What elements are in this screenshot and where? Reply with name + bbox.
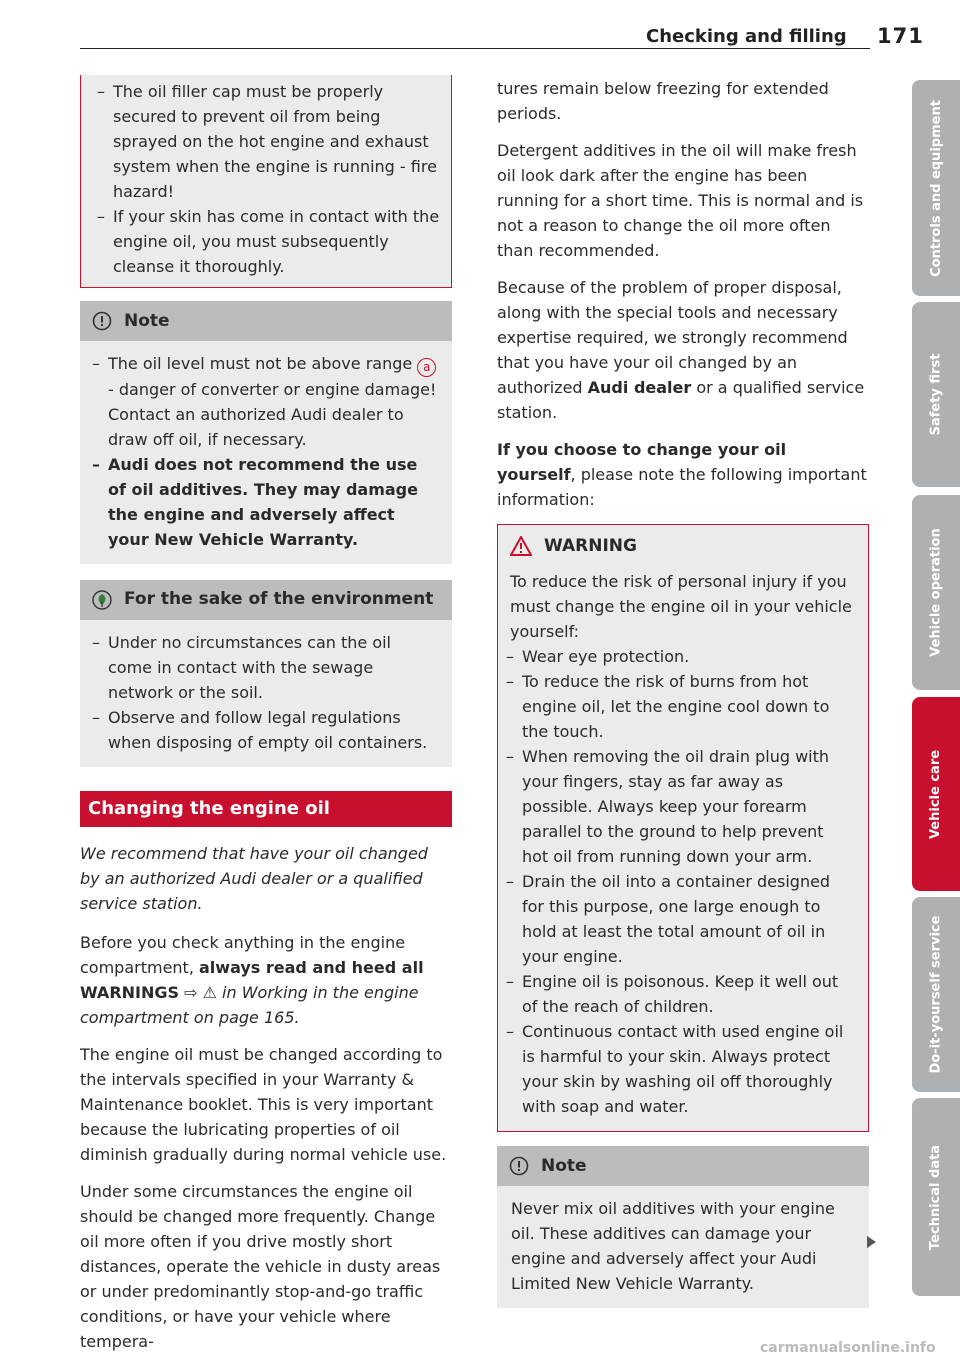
environment-leaf-icon bbox=[92, 590, 112, 610]
right-column bbox=[497, 76, 869, 1308]
text: , please note the following important information: bbox=[497, 465, 867, 509]
environment-title: For the sake of the environment bbox=[124, 589, 434, 609]
paragraph bbox=[497, 275, 869, 425]
warning-item: – Continuous contact with used engine oil is harmful to your skin. Always protect your skin by washing oil off thoroughly with soap and water. bbox=[498, 1019, 854, 1119]
paragraph: tures remain below freezing for extended periods. bbox=[497, 79, 829, 123]
tab-label: Controls and equipment bbox=[928, 99, 944, 277]
note-title: Note bbox=[124, 310, 170, 331]
note-header bbox=[80, 301, 452, 341]
paragraph: Detergent additives in the oil will make fresh oil look dark after the engine has been running for a short time. This is normal and is not a reason to change the oil more often than recommended. bbox=[497, 141, 864, 260]
note-box bbox=[497, 1146, 869, 1308]
tab-vehicle-care[interactable] bbox=[912, 697, 960, 891]
header-rule bbox=[80, 48, 870, 49]
text: or a qualified service station. bbox=[497, 378, 865, 422]
page-reference[interactable]: in Working in the engine compartment on page 165. bbox=[80, 982, 419, 1027]
warning-item: – To reduce the risk of burns from hot engine oil, let the engine cool down to the touch. bbox=[498, 669, 854, 744]
note-title: Note bbox=[541, 1155, 587, 1176]
paragraph bbox=[80, 930, 452, 1030]
note-text: - danger of converter or engine damage! Contact an authorized Audi dealer to draw off oil, if necessary. bbox=[108, 379, 437, 449]
environment-box bbox=[80, 580, 452, 767]
environment-item: – Observe and follow legal regulations when disposing of empty oil containers. bbox=[84, 705, 438, 755]
bold-text: If you choose to change your oil yourself bbox=[497, 440, 787, 484]
note-icon bbox=[509, 1156, 529, 1176]
paragraph bbox=[497, 437, 869, 512]
tab-label: Vehicle operation bbox=[928, 528, 944, 657]
warning-intro: To reduce the risk of personal injury if you must change the engine oil in your vehicle yourself: bbox=[510, 572, 852, 641]
warning-item: – If your skin has come in contact with the engine oil, you must subsequently cleanse it thoroughly. bbox=[89, 204, 441, 279]
warning-box bbox=[497, 524, 869, 1132]
warning-header bbox=[498, 525, 868, 567]
continue-arrow-icon bbox=[867, 1236, 876, 1248]
section-intro: We recommend that have your oil changed by an authorized Audi dealer or a qualified service station. bbox=[80, 843, 428, 913]
bold-text: Audi dealer bbox=[587, 378, 692, 397]
section-heading: Changing the engine oil bbox=[80, 791, 452, 827]
note-text: The oil level must not be above range bbox=[108, 354, 418, 373]
note-box bbox=[80, 301, 452, 564]
bold-text: always read and heed all WARNINGS bbox=[80, 957, 424, 1002]
tab-do-it-yourself-service[interactable] bbox=[912, 897, 960, 1092]
tab-label: Safety first bbox=[928, 353, 944, 436]
warning-item: – When removing the oil drain plug with your fingers, stay as far away as possible. Always keep your forearm parallel to the ground to help prevent hot oil from running down your arm. bbox=[498, 744, 854, 869]
left-column bbox=[80, 75, 452, 1366]
tab-label: Do-it-yourself service bbox=[928, 915, 944, 1074]
tab-vehicle-operation[interactable] bbox=[912, 495, 960, 690]
range-marker-icon bbox=[417, 358, 436, 377]
chapter-title: Checking and filling bbox=[646, 26, 847, 47]
note-icon bbox=[92, 311, 112, 331]
text: Before you check anything in the engine compartment, bbox=[80, 932, 406, 977]
range-marker-label: a bbox=[423, 360, 431, 374]
tab-label: Technical data bbox=[928, 1144, 944, 1250]
note-header bbox=[497, 1146, 869, 1186]
paragraph: Under some circumstances the engine oil should be changed more frequently. Change oil more often if you drive mostly short distances, operate the vehicle in dusty areas or under predominantly stop-and-go traffic conditions, or have your vehicle where tempera- bbox=[80, 1181, 441, 1351]
page-number: 171 bbox=[877, 24, 924, 48]
tab-safety-first[interactable] bbox=[912, 302, 960, 487]
environment-item: – Under no circumstances can the oil come in contact with the sewage network or the soil. bbox=[84, 630, 438, 705]
watermark: carmanualsonline.info bbox=[760, 1340, 936, 1356]
note-item: – Audi does not recommend the use of oil additives. They may damage the engine and adversely affect your New Vehicle Warranty. bbox=[84, 452, 438, 552]
warning-item: – Engine oil is poisonous. Keep it well out of the reach of children. bbox=[498, 969, 854, 1019]
warning-item: – Wear eye protection. bbox=[498, 644, 854, 669]
tab-label: Vehicle care bbox=[928, 749, 944, 839]
warning-title: WARNING bbox=[544, 535, 637, 556]
tab-controls-and-equipment[interactable] bbox=[912, 80, 960, 296]
warning-triangle-icon bbox=[510, 536, 532, 556]
warning-item: – The oil filler cap must be properly secured to prevent oil from being sprayed on the hot engine and exhaust system when the engine is running - fire hazard! bbox=[89, 79, 441, 204]
tab-technical-data[interactable] bbox=[912, 1098, 960, 1296]
environment-header bbox=[80, 580, 452, 620]
reference-arrow: ⇨ ⚠ bbox=[179, 982, 223, 1002]
warning-item: – Drain the oil into a container designed for this purpose, one large enough to hold at least the total amount of oil in your engine. bbox=[498, 869, 854, 969]
note-item bbox=[84, 351, 438, 452]
text: Because of the problem of proper disposal, along with the special tools and necessary expertise required, we strongly recommend that you have your oil changed by an authorized bbox=[497, 278, 848, 397]
warning-continuation-box bbox=[80, 75, 452, 288]
paragraph: The engine oil must be changed according to the intervals specified in your Warranty & Maintenance booklet. This is very important because the lubricating properties of oil diminish gradually during normal vehicle use. bbox=[80, 1044, 447, 1164]
note-text: Never mix oil additives with your engine oil. These additives can damage your engine and adversely affect your Audi Limited New Vehicle Warranty. bbox=[511, 1199, 835, 1293]
